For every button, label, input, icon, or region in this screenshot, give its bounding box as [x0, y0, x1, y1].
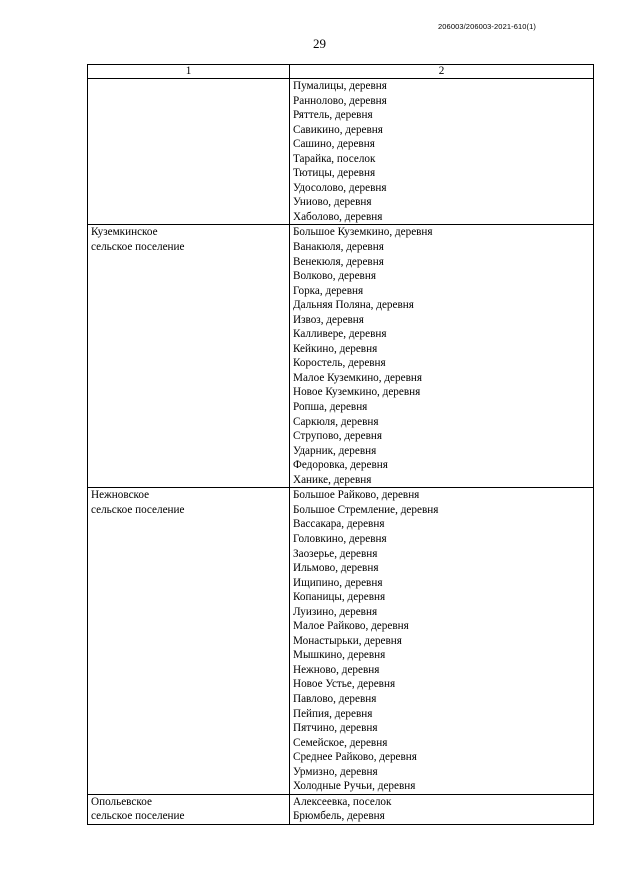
settlement-name-line: Опольевское	[91, 795, 152, 808]
locality-item: Пейпия, деревня	[293, 707, 373, 720]
locality-item: Сашино, деревня	[293, 138, 375, 151]
localities-cell	[290, 79, 594, 225]
locality-item: Саркюля, деревня	[293, 415, 379, 428]
locality-item: Луизино, деревня	[293, 605, 378, 618]
locality-item: Вассакара, деревня	[293, 518, 385, 531]
locality-item: Большое Райково, деревня	[293, 489, 420, 502]
page-number: 29	[313, 36, 326, 51]
locality-item: Малое Куземкино, деревня	[293, 371, 422, 384]
locality-item: Головкино, деревня	[293, 532, 387, 545]
settlement-name-line: Нежновское	[91, 489, 150, 502]
settlement-name-line: сельское поселение	[91, 810, 185, 823]
locality-item: Ропша, деревня	[293, 401, 368, 414]
locality-item: Семейское, деревня	[293, 736, 388, 749]
table-row	[88, 794, 594, 824]
locality-item: Заозерье, деревня	[293, 547, 378, 560]
locality-item: Раннолово, деревня	[293, 94, 387, 107]
table-row	[88, 488, 594, 794]
settlement-name-line: сельское поселение	[91, 503, 185, 516]
settlement-cell	[88, 79, 290, 225]
locality-item: Малое Райково, деревня	[293, 620, 409, 633]
locality-item: Пятчино, деревня	[293, 722, 378, 735]
locality-item: Ищипино, деревня	[293, 576, 383, 589]
locality-item: Ханике, деревня	[293, 473, 372, 486]
locality-item: Удосолово, деревня	[293, 181, 387, 194]
locality-item: Савикино, деревня	[293, 123, 383, 136]
locality-item: Дальняя Поляна, деревня	[293, 299, 414, 312]
locality-item: Большое Стремление, деревня	[293, 503, 439, 516]
locality-item: Ударник, деревня	[293, 444, 377, 457]
locality-item: Алексеевка, поселок	[293, 795, 392, 808]
locality-item: Тютицы, деревня	[293, 167, 376, 180]
table-body	[88, 79, 594, 825]
locality-item: Холодные Ручьи, деревня	[293, 780, 416, 793]
document-code: 206003/206003-2021-610(1)	[438, 22, 536, 31]
locality-item: Павлово, деревня	[293, 692, 377, 705]
settlement-name-line: сельское поселение	[91, 241, 185, 254]
settlement-name-line: Куземкинское	[91, 226, 158, 239]
locality-item: Ванакюля, деревня	[293, 241, 384, 254]
locality-item: Струпово, деревня	[293, 430, 382, 443]
locality-item: Ильмово, деревня	[293, 562, 379, 575]
table-row	[88, 79, 594, 225]
locality-item: Нежново, деревня	[293, 663, 380, 676]
localities-cell	[290, 225, 594, 488]
table-header-row	[88, 65, 594, 79]
locality-item: Извоз, деревня	[293, 313, 364, 326]
locality-item: Горка, деревня	[293, 284, 364, 297]
locality-item: Пумалицы, деревня	[293, 80, 387, 92]
locality-item: Новое Устье, деревня	[293, 678, 396, 691]
locality-item: Хаболово, деревня	[293, 210, 383, 223]
settlement-cell	[88, 225, 290, 488]
locality-item: Кейкино, деревня	[293, 342, 378, 355]
locality-item: Калливере, деревня	[293, 328, 387, 341]
locality-item: Большое Куземкино, деревня	[293, 226, 433, 239]
locality-item: Урмизно, деревня	[293, 765, 378, 778]
localities-cell	[290, 794, 594, 824]
table-row	[88, 225, 594, 488]
locality-item: Копаницы, деревня	[293, 591, 386, 604]
settlement-cell	[88, 488, 290, 794]
localities-cell	[290, 488, 594, 794]
locality-item: Брюмбель, деревня	[293, 810, 385, 823]
locality-item: Среднее Райково, деревня	[293, 751, 417, 764]
settlements-table	[87, 64, 594, 825]
column-header-1: 1	[88, 65, 290, 79]
locality-item: Венекюля, деревня	[293, 255, 384, 268]
locality-item: Мышкино, деревня	[293, 649, 386, 662]
locality-item: Монастырьки, деревня	[293, 634, 402, 647]
locality-item: Коростель, деревня	[293, 357, 386, 370]
locality-item: Новое Куземкино, деревня	[293, 386, 421, 399]
locality-item: Федоровка, деревня	[293, 459, 388, 472]
locality-item: Волково, деревня	[293, 270, 376, 283]
column-header-2: 2	[290, 65, 594, 79]
locality-item: Ряттель, деревня	[293, 109, 373, 122]
locality-item: Униово, деревня	[293, 196, 372, 209]
settlement-cell	[88, 794, 290, 824]
locality-item: Тарайка, поселок	[293, 152, 376, 165]
